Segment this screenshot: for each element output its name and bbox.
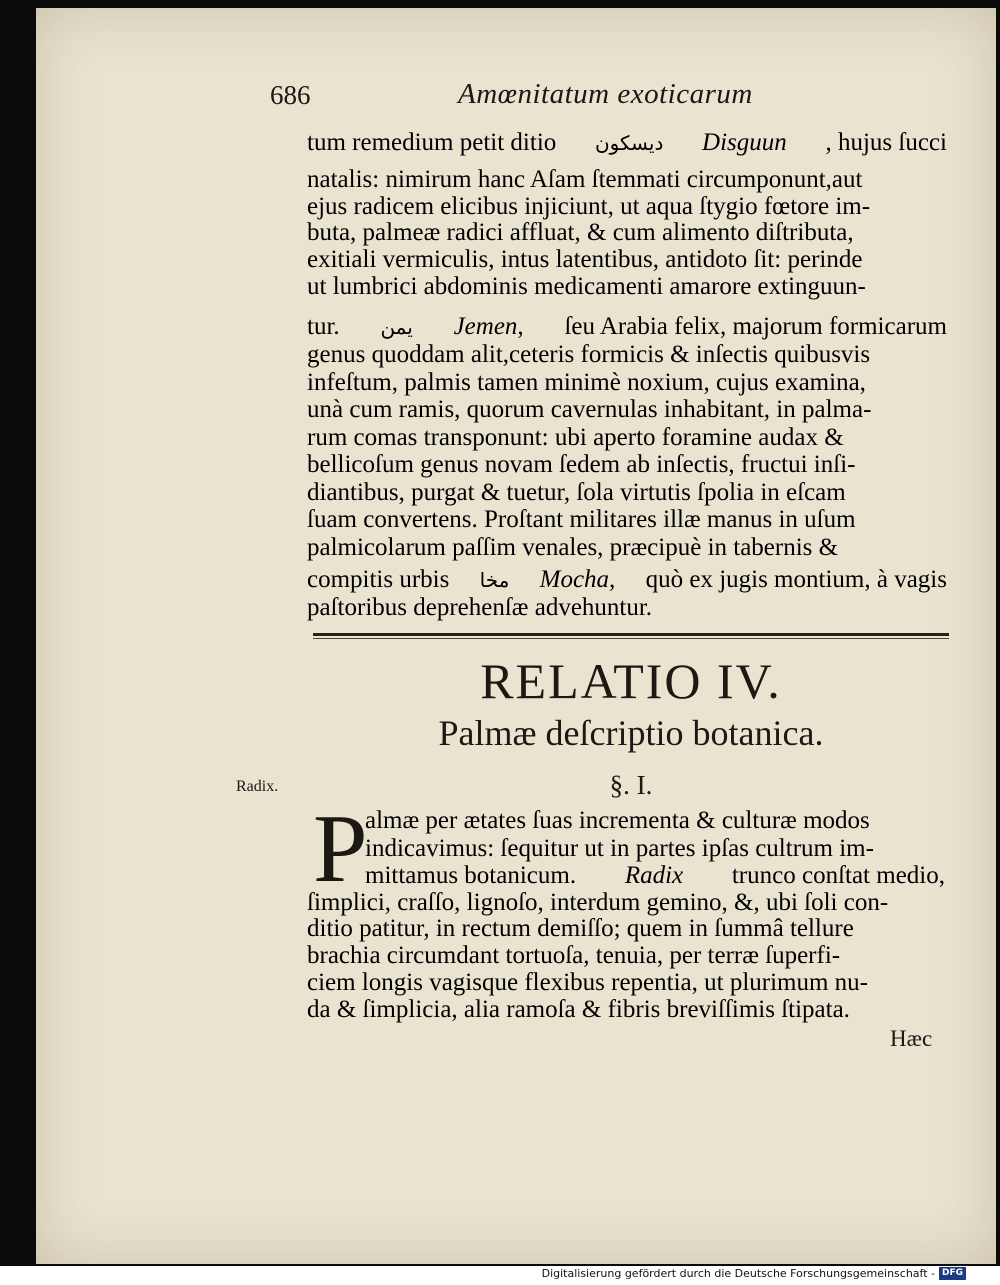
text-segment: ſeu Arabia felix, majorum formicarum xyxy=(564,313,947,340)
text-line xyxy=(307,968,947,998)
text-segment: bellicoſum genus novam ſedem ab inſectis, fructui inſi- xyxy=(307,451,856,478)
text-line xyxy=(307,272,947,302)
page-number: 686 xyxy=(270,80,311,110)
text-segment: infeſtum, palmis tamen minimè noxium, cujus examina, xyxy=(307,369,866,396)
text-line xyxy=(307,395,947,425)
text-segment: ut lumbrici abdominis medicamenti amarore extinguun- xyxy=(307,273,866,300)
paragraph-mark: §. I. xyxy=(609,770,653,800)
text-line xyxy=(365,806,945,836)
text-segment: unà cum ramis, quorum cavernulas inhabitant, in palma- xyxy=(307,396,872,423)
footer-text: Digitalisierung gefördert durch die Deutsche Forschungsgemeinschaft - xyxy=(541,1267,935,1280)
running-title: Amœnitatum exoticarum xyxy=(458,78,753,110)
text-line xyxy=(307,478,947,508)
text-segment: Disguun xyxy=(702,129,787,156)
text-line xyxy=(307,312,947,342)
text-segment: ejus radicem elicibus injiciunt, ut aqua ſtygio fœtore im- xyxy=(307,193,871,220)
drop-cap: P xyxy=(313,795,368,903)
text-segment: tum remedium petit ditio xyxy=(307,129,557,156)
text-segment: tur. xyxy=(307,313,340,340)
text-segment: diantibus, purgat & tuetur, ſola virtutis ſpolia in eſcam xyxy=(307,479,846,506)
text-segment: paſtoribus deprehenſæ advehuntur. xyxy=(307,594,653,621)
text-segment: mittamus botanicum. xyxy=(365,862,577,889)
text-line xyxy=(307,340,947,370)
text-segment: Mocha, xyxy=(539,566,616,593)
text-segment: almæ per ætates ſuas incrementa & culturæ modos xyxy=(365,807,870,834)
relatio-subheading: Palmæ deſcriptio botanica. xyxy=(438,713,824,753)
text-segment: rum comas transponunt: ubi aperto foramine audax & xyxy=(307,424,844,451)
text-line xyxy=(307,165,947,195)
digitization-footer xyxy=(542,1267,966,1280)
section-rule-thin xyxy=(313,638,949,639)
text-segment: brachia circumdant tortuoſa, tenuia, per terræ ſuperfi- xyxy=(307,942,841,969)
text-segment: palmicolarum paſſim venales, præcipuè in tabernis & xyxy=(307,534,839,561)
text-line xyxy=(307,593,727,623)
section-rule xyxy=(313,633,949,636)
text-segment: مخا xyxy=(479,568,510,592)
text-line xyxy=(307,368,947,398)
text-line xyxy=(307,941,947,971)
text-segment: ديسكون xyxy=(594,131,664,155)
text-line xyxy=(307,505,947,535)
text-line xyxy=(307,423,947,453)
text-segment: ditio patitur, in rectum demiſſo; quem in ſummâ tellure xyxy=(307,915,854,942)
running-head xyxy=(270,76,780,116)
text-line xyxy=(365,834,945,864)
text-segment: يمن xyxy=(380,315,413,339)
text-segment: buta, palmeæ radici affluat, & cum alimento diſtributa, xyxy=(307,219,854,246)
text-segment: , hujus ſucci xyxy=(825,129,947,156)
text-segment: natalis: nimirum hanc Aſam ſtemmati circumponunt,aut xyxy=(307,166,863,193)
text-line xyxy=(307,128,947,158)
text-segment: ſimplici, craſſo, lignoſo, interdum gemino, &, ubi ſoli con- xyxy=(307,889,889,916)
text-segment: compitis urbis xyxy=(307,566,450,593)
catchword: Hæc xyxy=(890,1026,933,1051)
text-line xyxy=(307,450,947,480)
dfg-logo-icon: DFG xyxy=(939,1267,966,1280)
text-segment: Radix xyxy=(624,862,684,889)
text-segment: genus quoddam alit,ceteris formicis & inſectis quibusvis xyxy=(307,341,871,368)
margin-note: Radix. xyxy=(236,778,279,795)
text-segment: trunco conſtat medio, xyxy=(731,862,945,889)
text-segment: da & ſimplicia, alia ramoſa & fibris breviſſimis ſtipata. xyxy=(307,996,850,1023)
text-segment: ſuam convertens. Proſtant militares illæ manus in uſum xyxy=(307,506,856,533)
relatio-heading: RELATIO IV. xyxy=(480,653,782,709)
text-line xyxy=(307,565,947,595)
text-line xyxy=(307,245,947,275)
text-segment: Jemen, xyxy=(453,313,524,340)
text-line xyxy=(365,861,945,891)
text-segment: ciem longis vagisque flexibus repentia, ut plurimum nu- xyxy=(307,969,868,996)
text-segment: exitiali vermiculis, intus latentibus, antidoto ſit: perinde xyxy=(307,246,863,273)
text-line xyxy=(307,218,947,248)
text-line xyxy=(307,533,947,563)
text-line xyxy=(307,914,947,944)
text-line xyxy=(307,995,947,1025)
text-segment: quò ex jugis montium, à vagis xyxy=(645,566,947,593)
text-segment: indicavimus: ſequitur ut in partes ipſas cultrum im- xyxy=(365,835,874,862)
